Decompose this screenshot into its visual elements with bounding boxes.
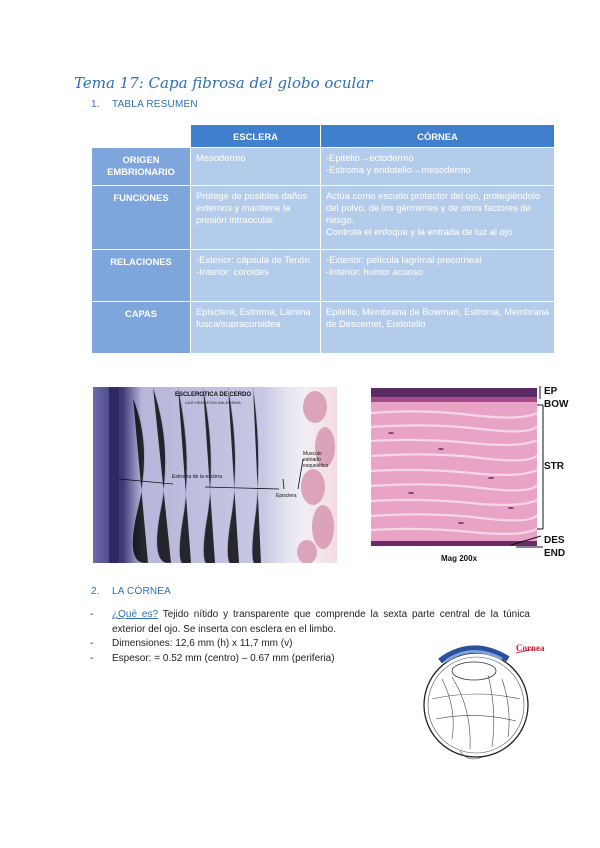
row-header-funciones: FUNCIONES (92, 186, 191, 250)
figure3-label-cornea: Cornea (516, 643, 545, 653)
list-item (90, 608, 530, 637)
question-label: ¿Qué es? (112, 609, 159, 620)
column-header-esclera: ESCLERA (191, 125, 321, 148)
cell-origen-esclera (191, 148, 321, 186)
row-header-origen: ORIGEN EMBRIONARIO (92, 148, 191, 186)
table-corner (92, 125, 191, 148)
eye-diagram-image (412, 639, 560, 765)
cell-text: Episclera, Estroma, Lámina fusca/supracoroidea (196, 306, 311, 329)
figure2-label-end: END (544, 548, 566, 559)
cell-relaciones-esclera (191, 250, 321, 302)
cell-text: Mesodermo (196, 152, 246, 163)
cell-relaciones-cornea (321, 250, 555, 302)
cell-text: -Estroma y endotelio→mesodermo (326, 164, 471, 175)
section-number: 1. (91, 99, 100, 110)
column-header-cornea: CÓRNEA (321, 125, 555, 148)
cell-capas-cornea (321, 302, 555, 354)
dimensions-text: Dimensiones: 12,6 mm (h) x 11,7 mm (v) (112, 638, 293, 649)
page-title: Tema 17: Capa fibrosa del globo ocular (74, 74, 373, 92)
bullet-dash: - (90, 638, 94, 649)
row-header-capas: CAPAS (92, 302, 191, 354)
cell-capas-esclera (191, 302, 321, 354)
row-header-relaciones: RELACIONES (92, 250, 191, 302)
cell-text: Actúa como escudo protector del ojo, protegiéndolo del polvo, de los gérmenes y de otros factores de riesgo. (326, 190, 541, 225)
cell-text: Protege de posibles daños externos y mantiene la presión intraocular. (196, 190, 308, 225)
cell-origen-cornea (321, 148, 555, 186)
cell-text: -Interior: coroides (196, 266, 269, 277)
cell-text: -Exterior: película lagrimal precorneal (326, 254, 482, 265)
cell-text: Epitelio, Membrana de Bowman, Estroma, Membrana de Descemet, Endotelio (326, 306, 550, 329)
bullet-dash: - (90, 609, 94, 620)
summary-table (91, 124, 555, 354)
figure2-magnification: Mag 200x (441, 554, 478, 563)
section-title: TABLA RESUMEN (112, 99, 198, 110)
cell-text: -Interior: humor acuoso (326, 266, 423, 277)
sclera-histology-image (93, 387, 337, 563)
question-text: Tejido nítido y transparente que comprende la sexta parte central de la túnica exterior del ojo. Se inserta con esclera en el limbo. (112, 609, 530, 635)
figure1-title: ESCLEROTICA DE CERDO (174, 392, 252, 398)
figure1-label-episclera: Episclera (276, 493, 297, 499)
figure1-label-estroma: Estroma de la esclera (171, 474, 223, 480)
cell-text: Controla el enfoque y la entrada de luz al ojo. (326, 226, 515, 237)
section-heading-1 (91, 99, 198, 110)
section-heading-2 (91, 586, 171, 597)
thickness-text: Espesor: = 0.52 mm (centro) – 0.67 mm (periferia) (112, 652, 335, 664)
figure2-label-bow: BOW (544, 399, 569, 410)
figure2-label-str: STR (544, 461, 564, 472)
figure1-label-musculo: Musculo estriado esquelético (303, 451, 329, 469)
section-title: LA CÓRNEA (112, 586, 172, 597)
figure2-label-ep: EP (544, 386, 558, 397)
figure2-label-des: DES (544, 535, 565, 546)
cell-funciones-cornea (321, 186, 555, 250)
section-number: 2. (91, 586, 100, 597)
cell-text: -Exterior: cápsula de Tenón (196, 254, 310, 265)
bullet-dash: - (90, 652, 94, 664)
cornea-histology-image (371, 383, 571, 566)
figure1-subtitle: x100 HEMATOXILINA-EOSINA (185, 400, 241, 405)
cell-text: -Epitelio→ectodermo (326, 152, 414, 163)
cell-funciones-esclera (191, 186, 321, 250)
